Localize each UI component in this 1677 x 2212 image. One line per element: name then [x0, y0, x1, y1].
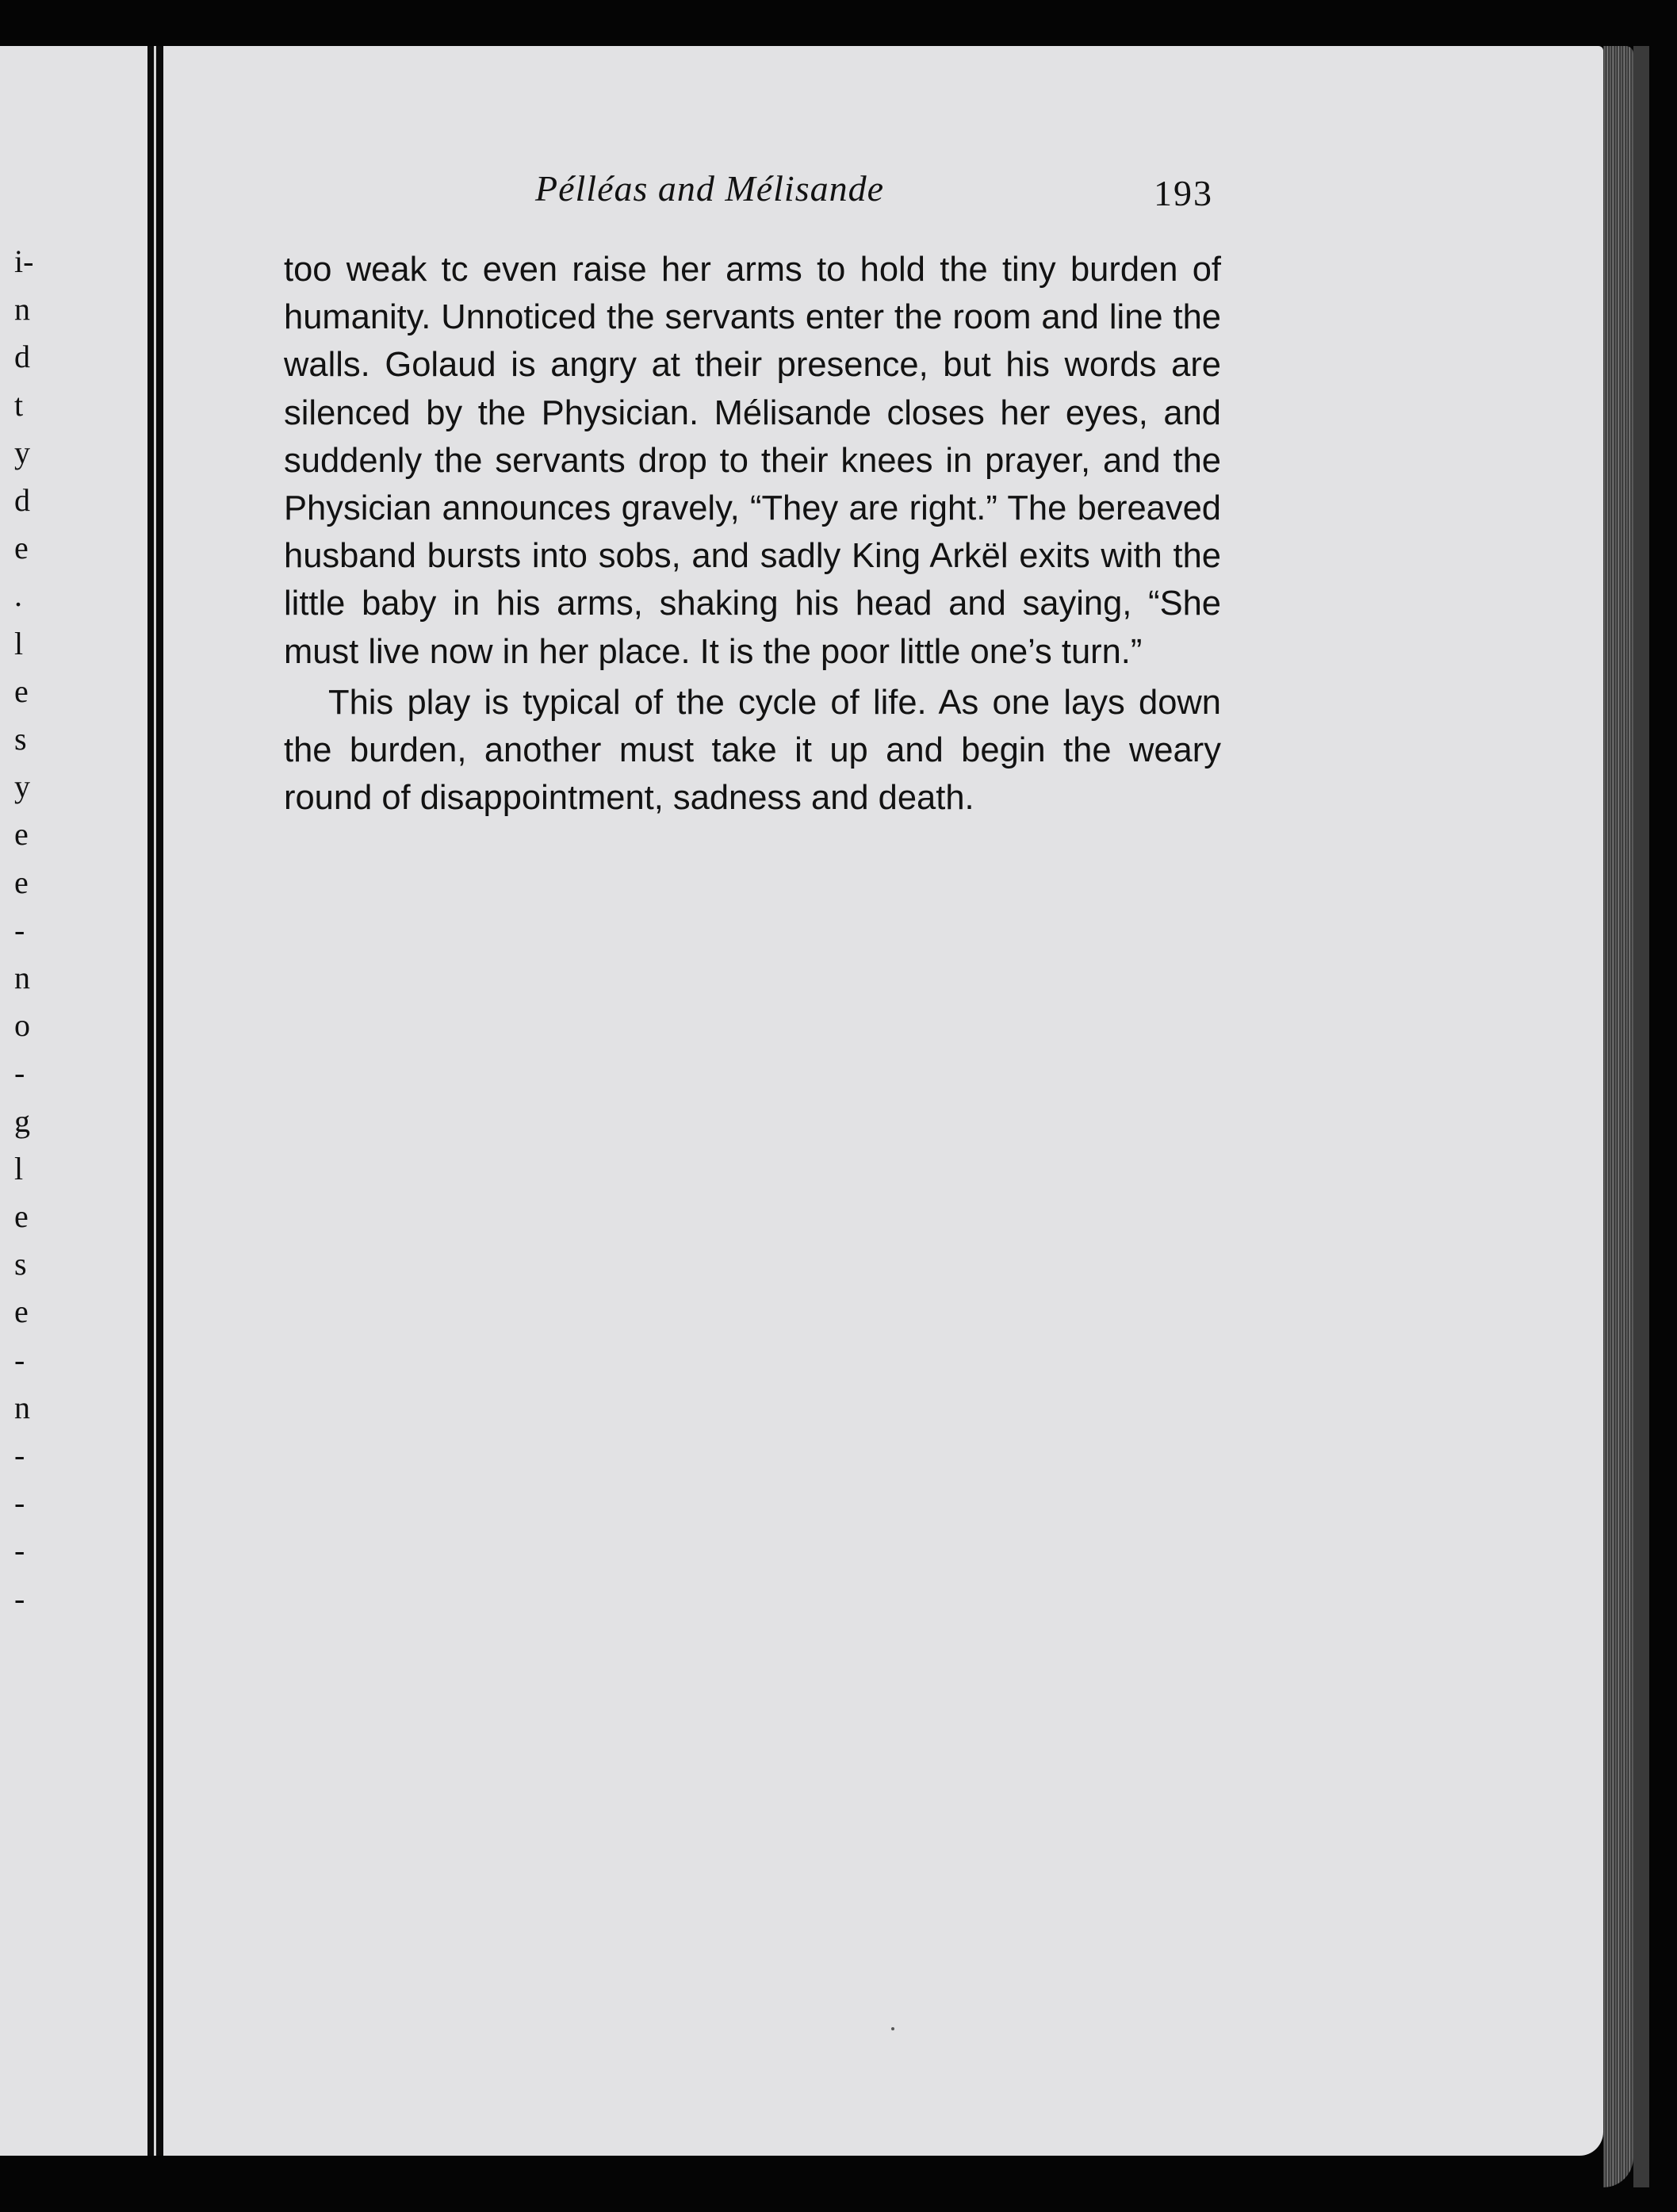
- page-number: 193: [1154, 173, 1213, 213]
- left-page-line-ending: e: [14, 864, 29, 900]
- left-page-line-ending: d: [14, 482, 30, 518]
- left-page-line-ending: n: [14, 1389, 30, 1425]
- left-page-line-ending: g: [14, 1102, 30, 1139]
- page-stack-edge: [1603, 46, 1633, 2187]
- body-text: [284, 246, 1221, 822]
- left-page-line-ending: y: [14, 769, 30, 805]
- left-page-line-ending: e: [14, 530, 29, 566]
- paragraph-2: This play is typical of the cycle of life. As one lays down the burden, another must take it up and begin the weary round of disappointment, sadness and death.: [284, 683, 1221, 818]
- left-page-line-ending: e: [14, 816, 29, 853]
- page-stack-shadow: [1633, 46, 1649, 2187]
- left-page-line-ending: i-: [14, 243, 34, 279]
- left-page-line-ending: y: [14, 434, 30, 470]
- left-page-line-ending: s: [14, 1246, 27, 1282]
- ink-speck: [891, 2027, 894, 2030]
- left-page-line-ending: e: [14, 1198, 29, 1234]
- left-page-line-ending: -: [14, 1341, 25, 1378]
- left-page-line-ending: -: [14, 911, 25, 948]
- left-page-line-ending: -: [14, 1437, 25, 1473]
- left-page-line-ending: -: [14, 1485, 25, 1521]
- left-page-line-ending: -: [14, 1580, 25, 1616]
- left-page-line-ending: n: [14, 291, 30, 328]
- left-page-line-ending: l: [14, 625, 24, 661]
- left-page-line-ending: s: [14, 721, 27, 757]
- left-page-line-ending: n: [14, 960, 30, 995]
- running-title: Pélléas and Mélisande: [535, 168, 885, 209]
- left-page-line-ending: o: [14, 1007, 30, 1044]
- left-page-line-ending: l: [14, 1150, 24, 1187]
- spine-edge-line: [154, 46, 156, 2156]
- paragraph-1: too weak tc even raise her arms to hold the tiny burden of humanity. Unnoticed the servants enter the room and line the walls. Golaud is angry at their presence, but his words are silenced by the Physician. Mélisande closes her eyes, and suddenly the servants drop to their knees in prayer, and the Physician announces gravely, “They are right.” The bereaved husband bursts into sobs, and sadly King Arkël exits with the little baby in his arms, shaking his head and saying, “She must live now in her place. It is the poor little one’s turn.”: [284, 251, 1221, 671]
- left-page-line-ending: e: [14, 673, 29, 709]
- left-page-line-ending: -: [14, 1532, 25, 1569]
- left-page-line-ending: e: [14, 1294, 29, 1330]
- left-page-line-ending: -: [14, 1055, 25, 1091]
- left-page-line-ending: d: [14, 339, 30, 375]
- left-page-line-ending: .: [14, 577, 22, 614]
- left-page-line-ending: t: [14, 386, 24, 423]
